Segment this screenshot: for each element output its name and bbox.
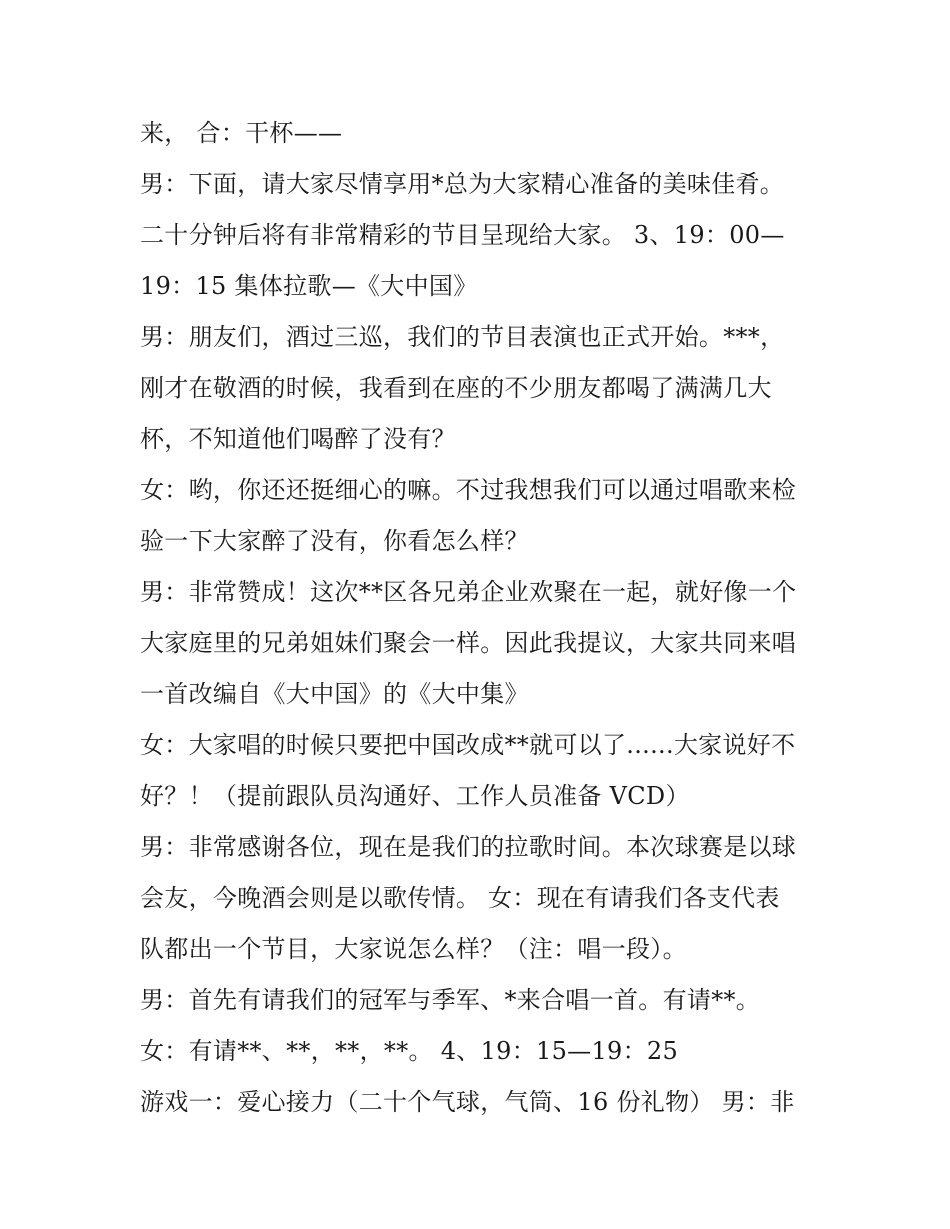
text-line: 女：哟，你还还挺细心的嘛。不过我想我们可以通过唱歌来检	[140, 476, 797, 504]
text-line: 19：15 集体拉歌—《大中国》	[140, 272, 478, 300]
text-line: 队都出一个节目，大家说怎么样？（注：唱一段）。	[140, 935, 687, 963]
text-line: 好？！（提前跟队员沟通好、工作人员准备 VCD）	[140, 782, 690, 810]
text-line: 杯，不知道他们喝醉了没有？	[140, 425, 456, 453]
text-line: 会友，今晚酒会则是以歌传情。 女：现在有请我们各支代表	[140, 884, 780, 912]
text-line: 一首改编自《大中国》的《大中集》	[140, 680, 529, 708]
text-line: 大家庭里的兄弟姐妹们聚会一样。因此我提议，大家共同来唱	[140, 629, 797, 657]
text-line: 男：非常感谢各位，现在是我们的拉歌时间。本次球赛是以球	[140, 833, 797, 861]
text-line: 男：非常赞成！这次**区各兄弟企业欢聚在一起，就好像一个	[140, 578, 797, 606]
text-line: 男：下面，请大家尽情享用*总为大家精心准备的美味佳肴。	[140, 170, 785, 198]
text-line: 女：大家唱的时候只要把中国改成**就可以了......大家说好不	[140, 731, 796, 759]
text-line: 验一下大家醉了没有，你看怎么样？	[140, 527, 529, 555]
text-line: 游戏一：爱心接力（二十个气球，气筒、16 份礼物） 男：非	[140, 1088, 795, 1116]
text-line: 二十分钟后将有非常精彩的节目呈现给大家。 3、19：00—	[140, 221, 785, 249]
text-line: 男：首先有请我们的冠军与季军、*来合唱一首。有请**。	[140, 986, 761, 1014]
text-line: 女：有请**、**，**，**。 4、19：15—19：25	[140, 1037, 679, 1065]
document-body	[140, 108, 830, 1128]
text-line: 来， 合：干杯——	[140, 119, 343, 147]
text-line: 刚才在敬酒的时候，我看到在座的不少朋友都喝了满满几大	[140, 374, 772, 402]
text-line: 男：朋友们，酒过三巡，我们的节目表演也正式开始。***，	[140, 323, 785, 351]
